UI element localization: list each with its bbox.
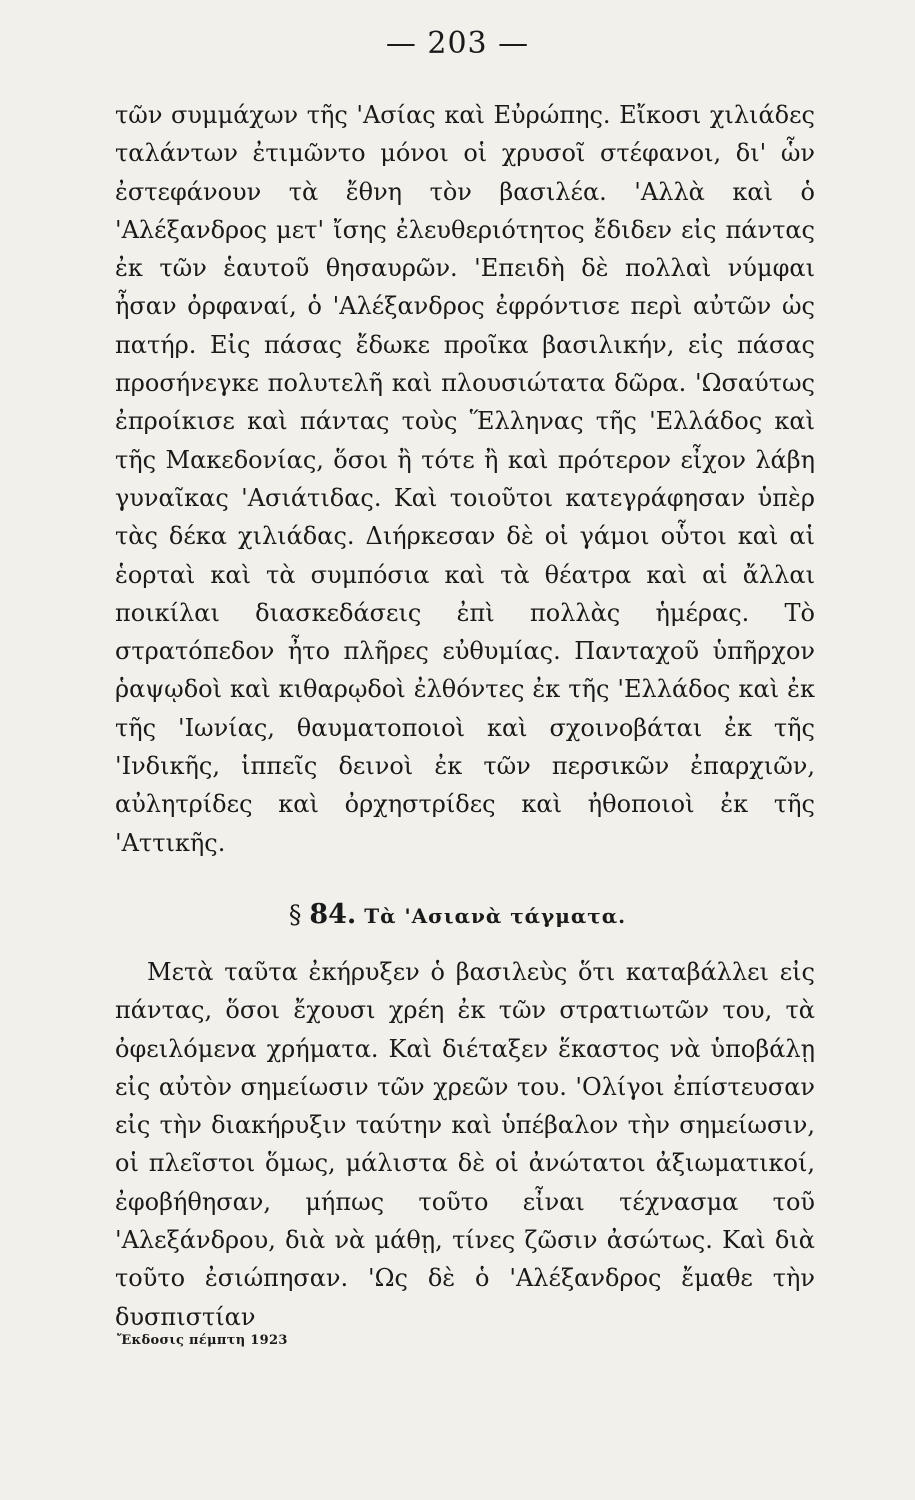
page-number: — 203 — [385, 26, 530, 61]
paragraph-2: Μετὰ ταῦτα ἐκήρυξεν ὁ βασιλεὺς ὅτι καταβάλλει εἰς πάντας, ὅσοι ἔχουσι χρέη ἐκ τῶν στρατιωτῶν του, τὰ ὀφειλόμενα χρήματα. Καὶ διέταξεν ἕκαστος νὰ ὑποβάλῃ εἰς αὐτὸν σημείωσιν τῶν χρεῶν του. 'Ολίγοι ἐπίστευσαν εἰς τὴν διακήρυξιν ταύτην καὶ ὑπέβαλον τὴν σημείωσιν, οἱ πλεῖστοι ὅμως, μάλιστα δὲ οἱ ἀνώτατοι ἀξιωματικοί, ἐφοβήθησαν, μήπως τοῦτο εἶναι τέχνασμα τοῦ 'Αλεξάνδρου, διὰ νὰ μάθῃ, τίνες ζῶσιν ἀσώτως. Καὶ διὰ τοῦτο ἐσιώπησαν. 'Ως δὲ ὁ 'Αλέξανδρος ἔμαθε τὴν δυσπιστίαν [115, 958, 815, 1331]
section-title: Τὰ 'Ασιανὰ τάγματα. [364, 904, 627, 928]
edition-note: Ἔκδοσις πέμπτη 1923 [117, 1333, 288, 1348]
section-number: 84. [309, 899, 357, 930]
section-symbol: § [288, 900, 302, 929]
paragraph-1: τῶν συμμάχων τῆς 'Ασίας καὶ Εὐρώπης. Εἴκοσι χιλιάδες ταλάντων ἐτιμῶντο μόνοι οἱ χρυσοῖ στέφανοι, δι' ὧν ἐστεφάνουν τὰ ἔθνη τὸν βασιλέα. 'Αλλὰ καὶ ὁ 'Αλέξανδρος μετ' ἴσης ἐλευθεριότητος ἔδιδεν εἰς πάντας ἐκ τῶν ἑαυτοῦ θησαυρῶν. 'Επειδὴ δὲ πολλαὶ νύμφαι ἦσαν ὀρφαναί, ὁ 'Αλέξανδρος ἐφρόντισε περὶ αὐτῶν ὡς πατήρ. Εἰς πάσας ἔδωκε προῖκα βασιλικήν, εἰς πάσας προσήνεγκε πολυτελῆ καὶ πλουσιώτατα δῶρα. 'Ωσαύτως ἐπροίκισε καὶ πάντας τοὺς Ἕλληνας τῆς 'Ελλάδος καὶ τῆς Μακεδονίας, ὅσοι ἢ τότε ἢ καὶ πρότερον εἶχον λάβη γυναῖκας 'Ασιάτιδας. Καὶ τοιοῦτοι κατεγράφησαν ὑπὲρ τὰς δέκα χιλιάδας. Διήρκεσαν δὲ οἱ γάμοι οὗτοι καὶ αἱ ἑορταὶ καὶ τὰ συμπόσια καὶ τὰ θέατρα καὶ αἱ ἄλλαι ποικίλαι διασκεδάσεις ἐπὶ πολλὰς ἡμέρας. Τὸ στρατόπεδον ἦτο πλῆρες εὐθυμίας. Πανταχοῦ ὑπῆρχον ῥαψῳδοὶ καὶ κιθαρῳδοὶ ἐλθόντες ἐκ τῆς 'Ελλάδος καὶ ἐκ τῆς 'Ιωνίας, θαυματοποιοὶ καὶ σχοινοβάται ἐκ τῆς 'Ινδικῆς, ἱππεῖς δεινοὶ ἐκ τῶν περσικῶν ἐπαρχιῶν, αὐλητρίδες καὶ ὀρχηστρίδες καὶ ἠθοποιοὶ ἐκ τῆς 'Αττικῆς. [115, 101, 815, 857]
section-heading [0, 895, 915, 936]
